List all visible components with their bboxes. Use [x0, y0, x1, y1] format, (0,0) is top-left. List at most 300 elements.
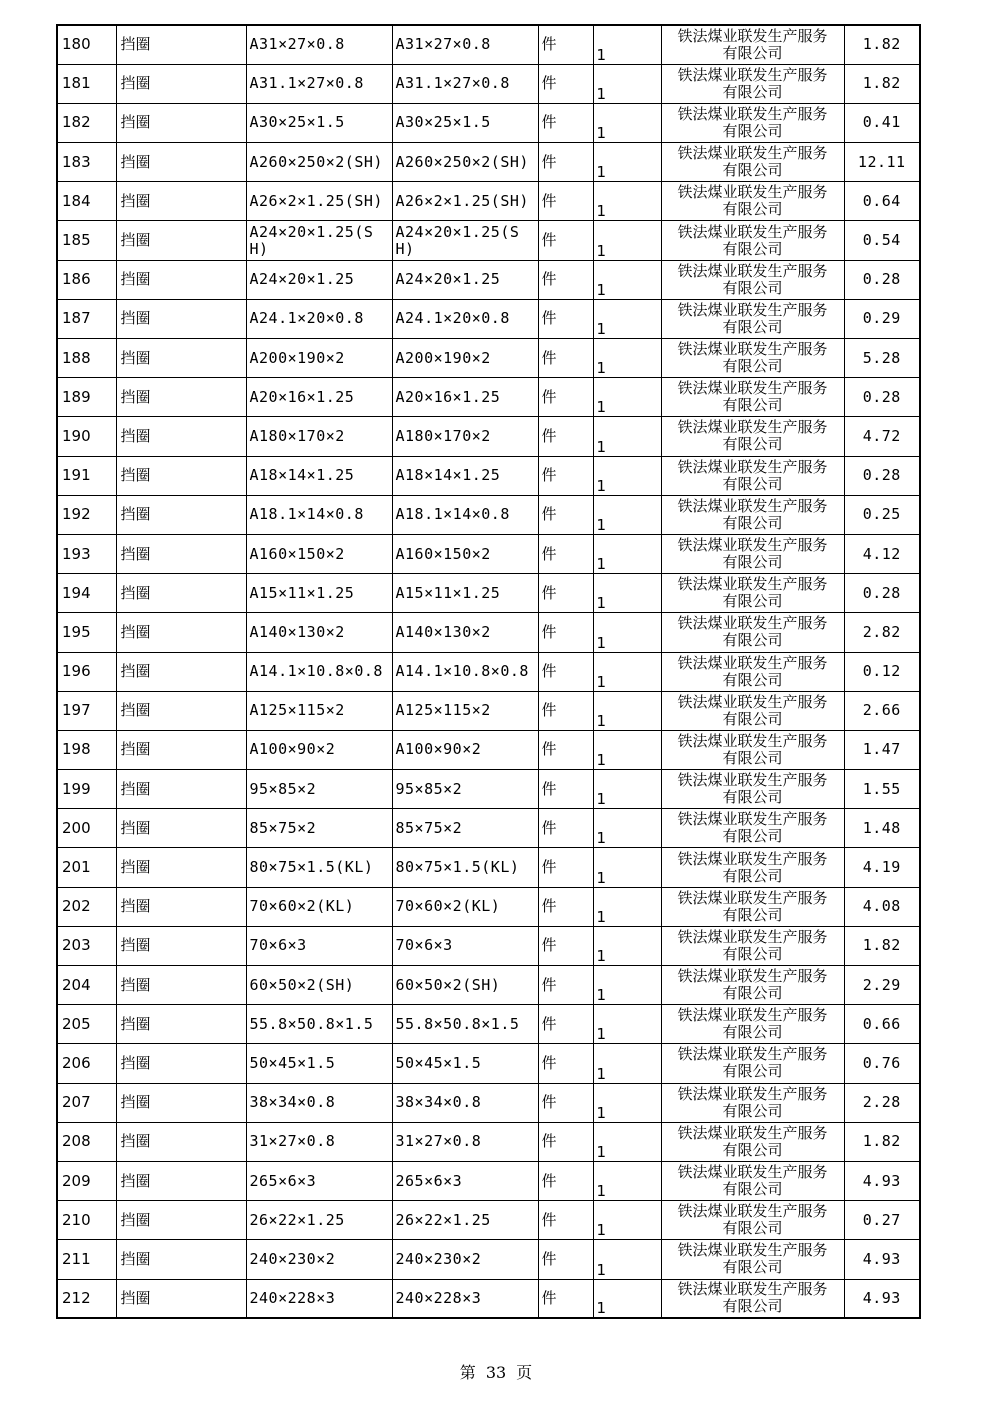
supplier-line-1: 铁法煤业联发生产服务	[677, 888, 828, 907]
quantity-cell: 1	[593, 926, 661, 965]
item-name-cell: 挡圈	[116, 1122, 246, 1161]
quantity-cell: 1	[593, 534, 661, 573]
row-number-cell: 203	[57, 926, 116, 965]
quantity-cell: 1	[593, 1083, 661, 1122]
amount-cell: 2.28	[844, 1083, 920, 1122]
amount-cell: 0.54	[844, 221, 920, 260]
supplier-cell	[661, 966, 844, 1005]
supplier-line-2: 有限公司	[722, 1180, 783, 1199]
quantity-cell: 1	[593, 339, 661, 378]
item-name-cell: 挡圈	[116, 652, 246, 691]
row-number-cell: 197	[57, 691, 116, 730]
unit-cell: 件	[538, 456, 593, 495]
row-number-cell: 186	[57, 260, 116, 299]
supplier-line-1: 铁法煤业联发生产服务	[677, 1202, 828, 1221]
quantity-cell: 1	[593, 103, 661, 142]
quantity-cell: 1	[593, 182, 661, 221]
page-label-suffix: 页	[516, 1363, 533, 1382]
item-name-cell: 挡圈	[116, 339, 246, 378]
amount-cell: 0.28	[844, 456, 920, 495]
supplier-line-2: 有限公司	[722, 82, 783, 101]
item-name-cell: 挡圈	[116, 299, 246, 338]
supplier-cell	[661, 260, 844, 299]
unit-cell: 件	[538, 64, 593, 103]
unit-cell: 件	[538, 691, 593, 730]
row-number-cell: 181	[57, 64, 116, 103]
supplier-line-2: 有限公司	[722, 357, 783, 376]
unit-cell: 件	[538, 966, 593, 1005]
supplier-cell	[661, 574, 844, 613]
supplier-line-2: 有限公司	[722, 670, 783, 689]
item-name-cell: 挡圈	[116, 1201, 246, 1240]
quantity-cell: 1	[593, 730, 661, 769]
row-number-cell: 205	[57, 1005, 116, 1044]
spec-cell: A24×20×1.25(SH)	[246, 221, 392, 260]
supplier-cell	[661, 1044, 844, 1083]
unit-cell: 件	[538, 1201, 593, 1240]
table-row	[57, 613, 920, 652]
unit-cell: 件	[538, 260, 593, 299]
model-cell: A24.1×20×0.8	[392, 299, 538, 338]
supplier-line-2: 有限公司	[722, 553, 783, 572]
row-number-cell: 211	[57, 1240, 116, 1279]
supplier-line-1: 铁法煤业联发生产服务	[677, 496, 828, 515]
supplier-line-1: 铁法煤业联发生产服务	[677, 575, 828, 594]
quantity-cell: 1	[593, 691, 661, 730]
supplier-cell	[661, 1083, 844, 1122]
supplier-cell	[661, 809, 844, 848]
supplier-cell	[661, 652, 844, 691]
supplier-cell	[661, 848, 844, 887]
item-name-cell: 挡圈	[116, 25, 246, 64]
amount-cell: 0.25	[844, 495, 920, 534]
row-number-cell: 183	[57, 143, 116, 182]
supplier-line-1: 铁法煤业联发生产服务	[677, 340, 828, 359]
model-cell: A260×250×2(SH)	[392, 143, 538, 182]
amount-cell: 4.93	[844, 1240, 920, 1279]
amount-cell: 2.29	[844, 966, 920, 1005]
supplier-line-1: 铁法煤业联发生产服务	[677, 104, 828, 123]
item-name-cell: 挡圈	[116, 691, 246, 730]
supplier-line-2: 有限公司	[722, 709, 783, 728]
supplier-line-2: 有限公司	[722, 121, 783, 140]
row-number-cell: 207	[57, 1083, 116, 1122]
model-cell: A100×90×2	[392, 730, 538, 769]
row-number-cell: 199	[57, 770, 116, 809]
quantity-cell: 1	[593, 1240, 661, 1279]
spec-cell: A24.1×20×0.8	[246, 299, 392, 338]
unit-cell: 件	[538, 887, 593, 926]
supplier-line-1: 铁法煤业联发生产服务	[677, 418, 828, 437]
model-cell: 31×27×0.8	[392, 1122, 538, 1161]
spec-cell: A20×16×1.25	[246, 378, 392, 417]
supplier-line-1: 铁法煤业联发生产服务	[677, 300, 828, 319]
quantity-cell: 1	[593, 221, 661, 260]
row-number-cell: 190	[57, 417, 116, 456]
supplier-line-2: 有限公司	[722, 905, 783, 924]
item-name-cell: 挡圈	[116, 456, 246, 495]
model-cell: A31×27×0.8	[392, 25, 538, 64]
supplier-line-2: 有限公司	[722, 1219, 783, 1238]
supplier-cell	[661, 456, 844, 495]
model-cell: A14.1×10.8×0.8	[392, 652, 538, 691]
row-number-cell: 206	[57, 1044, 116, 1083]
spec-cell: A140×130×2	[246, 613, 392, 652]
model-cell: A24×20×1.25	[392, 260, 538, 299]
unit-cell: 件	[538, 1122, 593, 1161]
item-name-cell: 挡圈	[116, 378, 246, 417]
supplier-line-1: 铁法煤业联发生产服务	[677, 1123, 828, 1142]
spec-cell: 50×45×1.5	[246, 1044, 392, 1083]
supplier-cell	[661, 1005, 844, 1044]
amount-cell: 1.48	[844, 809, 920, 848]
model-cell: A18×14×1.25	[392, 456, 538, 495]
supplier-line-2: 有限公司	[722, 631, 783, 650]
table-row	[57, 25, 920, 64]
supplier-line-2: 有限公司	[722, 1101, 783, 1120]
spec-cell: 60×50×2(SH)	[246, 966, 392, 1005]
table-row	[57, 1201, 920, 1240]
item-name-cell: 挡圈	[116, 770, 246, 809]
model-cell: A180×170×2	[392, 417, 538, 456]
item-name-cell: 挡圈	[116, 966, 246, 1005]
quantity-cell: 1	[593, 64, 661, 103]
table-row	[57, 887, 920, 926]
model-cell: 95×85×2	[392, 770, 538, 809]
row-number-cell: 201	[57, 848, 116, 887]
row-number-cell: 180	[57, 25, 116, 64]
quantity-cell: 1	[593, 299, 661, 338]
table-row	[57, 378, 920, 417]
supplier-cell	[661, 221, 844, 260]
table-row	[57, 652, 920, 691]
table-row	[57, 848, 920, 887]
supplier-line-2: 有限公司	[722, 1297, 783, 1316]
unit-cell: 件	[538, 1005, 593, 1044]
row-number-cell: 202	[57, 887, 116, 926]
model-cell: A160×150×2	[392, 534, 538, 573]
amount-cell: 1.82	[844, 25, 920, 64]
supplier-line-2: 有限公司	[722, 1062, 783, 1081]
spec-cell: 38×34×0.8	[246, 1083, 392, 1122]
amount-cell: 0.27	[844, 1201, 920, 1240]
model-cell: 80×75×1.5(KL)	[392, 848, 538, 887]
amount-cell: 2.66	[844, 691, 920, 730]
row-number-cell: 209	[57, 1161, 116, 1200]
amount-cell: 0.28	[844, 574, 920, 613]
supplier-cell	[661, 730, 844, 769]
table-row	[57, 495, 920, 534]
spec-cell: 240×228×3	[246, 1279, 392, 1318]
table-row	[57, 730, 920, 769]
spec-cell: 70×60×2(KL)	[246, 887, 392, 926]
table-row	[57, 417, 920, 456]
supplier-line-2: 有限公司	[722, 1140, 783, 1159]
supplier-line-1: 铁法煤业联发生产服务	[677, 144, 828, 163]
model-cell: 26×22×1.25	[392, 1201, 538, 1240]
spec-cell: A260×250×2(SH)	[246, 143, 392, 182]
supplier-line-1: 铁法煤业联发生产服务	[677, 26, 828, 45]
unit-cell: 件	[538, 339, 593, 378]
amount-cell: 4.93	[844, 1161, 920, 1200]
unit-cell: 件	[538, 417, 593, 456]
item-name-cell: 挡圈	[116, 417, 246, 456]
unit-cell: 件	[538, 1279, 593, 1318]
quantity-cell: 1	[593, 25, 661, 64]
supplier-cell	[661, 1201, 844, 1240]
unit-cell: 件	[538, 1083, 593, 1122]
unit-cell: 件	[538, 495, 593, 534]
table-row	[57, 966, 920, 1005]
spec-cell: 31×27×0.8	[246, 1122, 392, 1161]
unit-cell: 件	[538, 1161, 593, 1200]
table-row	[57, 456, 920, 495]
quantity-cell: 1	[593, 1201, 661, 1240]
supplier-cell	[661, 1122, 844, 1161]
supplier-line-1: 铁法煤业联发生产服务	[677, 1280, 828, 1299]
quantity-cell: 1	[593, 613, 661, 652]
spec-cell: A180×170×2	[246, 417, 392, 456]
spec-cell: 70×6×3	[246, 926, 392, 965]
supplier-line-2: 有限公司	[722, 827, 783, 846]
item-name-cell: 挡圈	[116, 1240, 246, 1279]
supplier-line-1: 铁法煤业联发生产服务	[677, 222, 828, 241]
spec-cell: A14.1×10.8×0.8	[246, 652, 392, 691]
table-row	[57, 64, 920, 103]
supplier-line-1: 铁法煤业联发生产服务	[677, 457, 828, 476]
model-cell: 50×45×1.5	[392, 1044, 538, 1083]
supplier-line-1: 铁法煤业联发生产服务	[677, 183, 828, 202]
model-cell: 70×6×3	[392, 926, 538, 965]
unit-cell: 件	[538, 1240, 593, 1279]
spec-cell: A200×190×2	[246, 339, 392, 378]
table-row	[57, 1044, 920, 1083]
table-row	[57, 1240, 920, 1279]
quantity-cell: 1	[593, 1005, 661, 1044]
row-number-cell: 212	[57, 1279, 116, 1318]
supplier-line-2: 有限公司	[722, 788, 783, 807]
spec-cell: A31.1×27×0.8	[246, 64, 392, 103]
item-name-cell: 挡圈	[116, 103, 246, 142]
item-name-cell: 挡圈	[116, 64, 246, 103]
item-name-cell: 挡圈	[116, 809, 246, 848]
model-cell: A24×20×1.25(SH)	[392, 221, 538, 260]
table-row	[57, 574, 920, 613]
page-footer	[0, 1360, 992, 1383]
unit-cell: 件	[538, 534, 593, 573]
item-name-cell: 挡圈	[116, 534, 246, 573]
supplier-line-1: 铁法煤业联发生产服务	[677, 731, 828, 750]
supplier-line-1: 铁法煤业联发生产服务	[677, 1084, 828, 1103]
row-number-cell: 210	[57, 1201, 116, 1240]
item-name-cell: 挡圈	[116, 1083, 246, 1122]
amount-cell: 0.76	[844, 1044, 920, 1083]
amount-cell: 4.93	[844, 1279, 920, 1318]
row-number-cell: 198	[57, 730, 116, 769]
item-name-cell: 挡圈	[116, 730, 246, 769]
supplier-line-2: 有限公司	[722, 748, 783, 767]
supplier-line-1: 铁法煤业联发生产服务	[677, 967, 828, 986]
model-cell: A26×2×1.25(SH)	[392, 182, 538, 221]
table-row	[57, 182, 920, 221]
table-row	[57, 339, 920, 378]
row-number-cell: 194	[57, 574, 116, 613]
supplier-line-1: 铁法煤业联发生产服务	[677, 261, 828, 280]
model-cell: A15×11×1.25	[392, 574, 538, 613]
supplier-line-1: 铁法煤业联发生产服务	[677, 614, 828, 633]
row-number-cell: 196	[57, 652, 116, 691]
supplier-line-2: 有限公司	[722, 317, 783, 336]
quantity-cell: 1	[593, 378, 661, 417]
table-row	[57, 534, 920, 573]
spec-cell: A24×20×1.25	[246, 260, 392, 299]
table-row	[57, 770, 920, 809]
quantity-cell: 1	[593, 143, 661, 182]
table-row	[57, 1122, 920, 1161]
supplier-cell	[661, 770, 844, 809]
item-name-cell: 挡圈	[116, 221, 246, 260]
spec-cell: A18.1×14×0.8	[246, 495, 392, 534]
item-name-cell: 挡圈	[116, 887, 246, 926]
supplier-line-2: 有限公司	[722, 396, 783, 415]
quantity-cell: 1	[593, 809, 661, 848]
supplier-cell	[661, 1161, 844, 1200]
spec-cell: 240×230×2	[246, 1240, 392, 1279]
table-row	[57, 299, 920, 338]
supplier-cell	[661, 299, 844, 338]
item-name-cell: 挡圈	[116, 926, 246, 965]
quantity-cell: 1	[593, 887, 661, 926]
supplier-cell	[661, 339, 844, 378]
row-number-cell: 182	[57, 103, 116, 142]
supplier-cell	[661, 495, 844, 534]
spec-cell: A15×11×1.25	[246, 574, 392, 613]
table-row	[57, 809, 920, 848]
table-row	[57, 926, 920, 965]
item-name-cell: 挡圈	[116, 1161, 246, 1200]
spec-cell: 80×75×1.5(KL)	[246, 848, 392, 887]
quantity-cell: 1	[593, 495, 661, 534]
row-number-cell: 192	[57, 495, 116, 534]
supplier-line-2: 有限公司	[722, 1023, 783, 1042]
unit-cell: 件	[538, 1044, 593, 1083]
supplier-cell	[661, 1240, 844, 1279]
table-row	[57, 691, 920, 730]
item-name-cell: 挡圈	[116, 848, 246, 887]
unit-cell: 件	[538, 613, 593, 652]
page-label-prefix: 第	[459, 1363, 476, 1382]
item-name-cell: 挡圈	[116, 1005, 246, 1044]
model-cell: 85×75×2	[392, 809, 538, 848]
unit-cell: 件	[538, 770, 593, 809]
supplier-line-2: 有限公司	[722, 866, 783, 885]
quantity-cell: 1	[593, 1122, 661, 1161]
supplier-line-2: 有限公司	[722, 513, 783, 532]
table-row	[57, 260, 920, 299]
amount-cell: 0.29	[844, 299, 920, 338]
quantity-cell: 1	[593, 1279, 661, 1318]
row-number-cell: 189	[57, 378, 116, 417]
supplier-line-1: 铁法煤业联发生产服务	[677, 810, 828, 829]
quantity-cell: 1	[593, 1044, 661, 1083]
row-number-cell: 191	[57, 456, 116, 495]
spec-cell: 265×6×3	[246, 1161, 392, 1200]
quantity-cell: 1	[593, 966, 661, 1005]
item-name-cell: 挡圈	[116, 182, 246, 221]
unit-cell: 件	[538, 809, 593, 848]
spec-cell: A26×2×1.25(SH)	[246, 182, 392, 221]
supplier-line-2: 有限公司	[722, 278, 783, 297]
supplier-line-1: 铁法煤业联发生产服务	[677, 1163, 828, 1182]
unit-cell: 件	[538, 221, 593, 260]
supplier-line-1: 铁法煤业联发生产服务	[677, 536, 828, 555]
amount-cell: 4.12	[844, 534, 920, 573]
unit-cell: 件	[538, 103, 593, 142]
supplier-cell	[661, 25, 844, 64]
amount-cell: 4.72	[844, 417, 920, 456]
supplier-cell	[661, 691, 844, 730]
row-number-cell: 200	[57, 809, 116, 848]
supplier-line-1: 铁法煤业联发生产服务	[677, 653, 828, 672]
spec-cell: A100×90×2	[246, 730, 392, 769]
supplier-line-2: 有限公司	[722, 984, 783, 1003]
model-cell: A20×16×1.25	[392, 378, 538, 417]
row-number-cell: 188	[57, 339, 116, 378]
supplier-cell	[661, 613, 844, 652]
supplier-cell	[661, 417, 844, 456]
model-cell: 55.8×50.8×1.5	[392, 1005, 538, 1044]
supplier-line-2: 有限公司	[722, 435, 783, 454]
row-number-cell: 187	[57, 299, 116, 338]
model-cell: 265×6×3	[392, 1161, 538, 1200]
amount-cell: 0.41	[844, 103, 920, 142]
spec-cell: 55.8×50.8×1.5	[246, 1005, 392, 1044]
supplier-line-1: 铁法煤业联发生产服务	[677, 65, 828, 84]
model-cell: A140×130×2	[392, 613, 538, 652]
amount-cell: 4.08	[844, 887, 920, 926]
amount-cell: 4.19	[844, 848, 920, 887]
table-row	[57, 1161, 920, 1200]
row-number-cell: 185	[57, 221, 116, 260]
item-name-cell: 挡圈	[116, 495, 246, 534]
supplier-line-1: 铁法煤业联发生产服务	[677, 927, 828, 946]
quantity-cell: 1	[593, 1161, 661, 1200]
table-row	[57, 1279, 920, 1318]
table-row	[57, 143, 920, 182]
model-cell: A125×115×2	[392, 691, 538, 730]
unit-cell: 件	[538, 143, 593, 182]
amount-cell: 0.64	[844, 182, 920, 221]
amount-cell: 5.28	[844, 339, 920, 378]
amount-cell: 1.82	[844, 1122, 920, 1161]
amount-cell: 0.66	[844, 1005, 920, 1044]
supplier-cell	[661, 926, 844, 965]
model-cell: A31.1×27×0.8	[392, 64, 538, 103]
supplier-line-2: 有限公司	[722, 944, 783, 963]
spec-cell: A18×14×1.25	[246, 456, 392, 495]
amount-cell: 0.28	[844, 378, 920, 417]
amount-cell: 2.82	[844, 613, 920, 652]
supplier-line-1: 铁法煤业联发生产服务	[677, 1241, 828, 1260]
supplier-line-2: 有限公司	[722, 474, 783, 493]
supplier-line-1: 铁法煤业联发生产服务	[677, 1006, 828, 1025]
table-row	[57, 103, 920, 142]
quantity-cell: 1	[593, 574, 661, 613]
quantity-cell: 1	[593, 417, 661, 456]
item-name-cell: 挡圈	[116, 1279, 246, 1318]
supplier-cell	[661, 182, 844, 221]
quantity-cell: 1	[593, 652, 661, 691]
